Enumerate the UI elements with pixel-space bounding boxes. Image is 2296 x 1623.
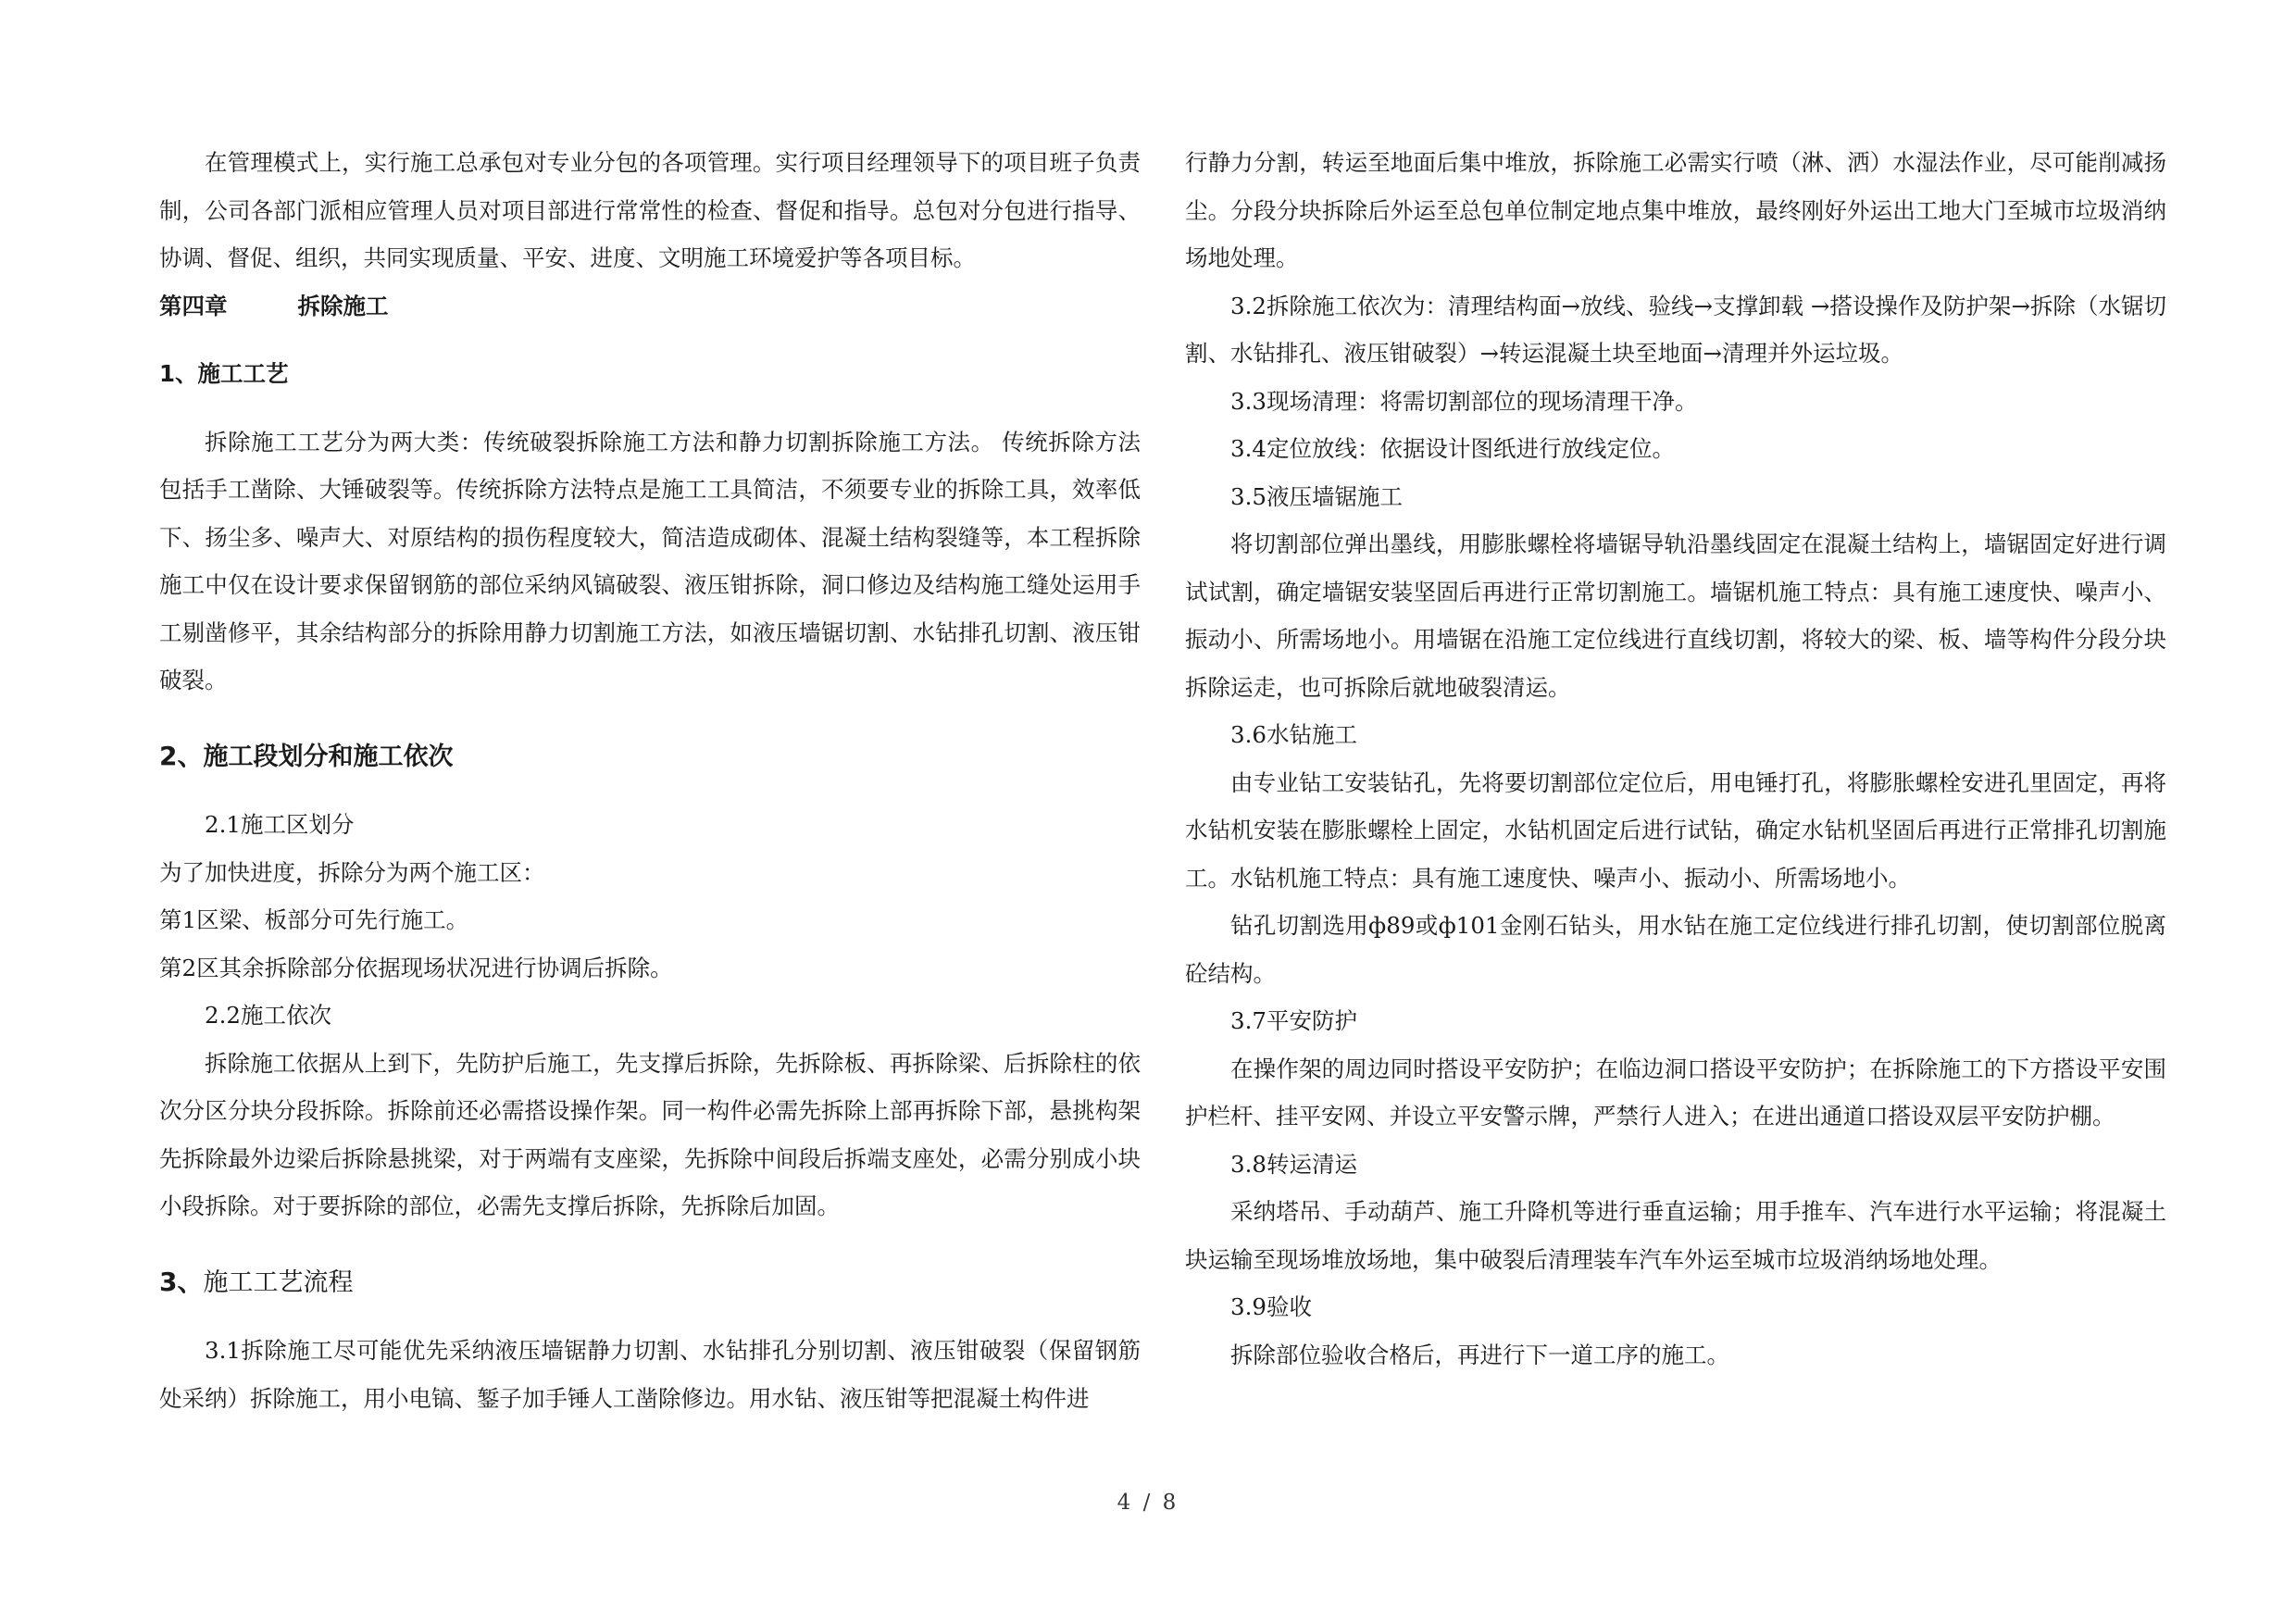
section-3-5-heading: 3.5液压墙锯施工: [1230, 482, 1403, 510]
section-2-1-line-1: 为了加快进度，拆除分为两个施工区：: [159, 858, 545, 886]
section-3-7-heading: 3.7平安防护: [1230, 1007, 1357, 1034]
section-3-5-text: 将切割部位弹出墨线，用膨胀螺栓将墙锯导轨沿墨线固定在混凝土结构上，墙锯固定好进行调试试割，确定墙锯安装坚固后再进行正常切割施工。墙锯机施工特点：具有施工速度快、噪声小、振动小、所需场地小。用墙锯在沿施工定位线进行直线切割，将较大的梁、板、墙等构件分段分块拆除运走，也可拆除后就地破裂清运。: [1185, 531, 2166, 701]
section-2-number: 2、: [159, 740, 204, 771]
section-3-1-continued: 行静力分割，转运至地面后集中堆放，拆除施工必需实行喷（淋、洒）水湿法作业，尽可能削减扬尘。分段分块拆除后外运至总包单位制定地点集中堆放，最终刚好外运出工地大门至城市垃圾消纳场地处理。: [1185, 149, 2166, 271]
section-2-2-heading: 2.2施工依次: [205, 1002, 331, 1029]
section-3-8-heading: 3.8转运清运: [1230, 1150, 1357, 1178]
right-column: [1185, 139, 2166, 1379]
section-3-7-text: 在操作架的周边同时搭设平安防护；在临边洞口搭设平安防护；在拆除施工的下方搭设平安围护栏杆、挂平安网、并设立平安警示牌，严禁行人进入；在进出通道口搭设双层平安防护棚。: [1185, 1055, 2166, 1130]
section-2-heading: [159, 732, 1141, 781]
paragraph-management: 在管理模式上，实行施工总承包对专业分包的各项管理。实行项目经理领导下的项目班子负责制，公司各部门派相应管理人员对项目部进行常常性的检查、督促和指导。总包对分包进行指导、协调、督促、组织，共同实现质量、平安、进度、文明施工环境爱护等各项目标。: [159, 149, 1141, 271]
section-3-6-text-2: 钻孔切割选用ф89或ф101金刚石钻头，用水钻在施工定位线进行排孔切割，使切割部位脱离砼结构。: [1185, 912, 2166, 987]
section-3-6-text-1: 由专业钻工安装钻孔，先将要切割部位定位后，用电锤打孔，将膨胀螺栓安进孔里固定，再将水钻机安装在膨胀螺栓上固定，水钻机固定后进行试钻，确定水钻机坚固后再进行正常排孔切割施工。水钻机施工特点：具有施工速度快、噪声小、振动小、所需场地小。: [1185, 768, 2166, 892]
section-2-1-line-2: 第1区梁、板部分可先行施工。: [159, 906, 469, 933]
page-number: 4 / 8: [1117, 1491, 1179, 1515]
section-3-2-text: 3.2拆除施工依次为：清理结构面→放线、验线→支撑卸载 →搭设操作及防护架→拆除（水锯切割、水钻排孔、液压钳破裂）→转运混凝土块至地面→清理并外运垃圾。: [1185, 292, 2166, 367]
section-3-4-text: 3.4定位放线：依据设计图纸进行放线定位。: [1230, 435, 1675, 462]
section-2-title: 施工段划分和施工依次: [203, 742, 454, 771]
section-2-2-text: 拆除施工依据从上到下，先防护后施工，先支撑后拆除，先拆除板、再拆除梁、后拆除柱的依次分区分块分段拆除。拆除前还必需搭设操作架。同一构件必需先拆除上部再拆除下部，悬挑构架先拆除最外边梁后拆除悬挑梁，对于两端有支座梁，先拆除中间段后拆端支座处，必需分别成小块小段拆除。对于要拆除的部位，必需先支撑后拆除，先拆除后加固。: [159, 1049, 1141, 1219]
section-3-heading: [159, 1258, 1141, 1307]
chapter-number: 第四章: [159, 292, 228, 319]
section-3-8-text: 采纳塔吊、手动葫芦、施工升降机等进行垂直运输；用手推车、汽车进行水平运输；将混凝土块运输至现场堆放场地，集中破裂后清理装车汽车外运至城市垃圾消纳场地处理。: [1185, 1198, 2166, 1273]
section-1-text: 拆除施工工艺分为两大类：传统破裂拆除施工方法和静力切割拆除施工方法。 传统拆除方法包括手工凿除、大锤破裂等。传统拆除方法特点是施工工具简洁，不须要专业的拆除工具，效率低下、扬尘多、噪声大、对原结构的损伤程度较大，简洁造成砌体、混凝土结构裂缝等，本工程拆除施工中仅在设计要求保留钢筋的部位采纳风镐破裂、液压钳拆除，洞口修边及结构施工缝处运用手工剔凿修平，其余结构部分的拆除用静力切割施工方法，如液压墙锯切割、水钻排孔切割、液压钳破裂。: [159, 428, 1141, 693]
left-column: [159, 139, 1141, 1422]
section-3-3-text: 3.3现场清理：将需切割部位的现场清理干净。: [1230, 387, 1698, 415]
section-3-9-heading: 3.9验收: [1230, 1293, 1312, 1320]
section-3-title: 施工工艺流程: [203, 1267, 354, 1297]
section-2-1-line-3: 第2区其余拆除部分依据现场状况进行协调后拆除。: [159, 954, 673, 981]
section-2-1-heading: 2.1施工区划分: [205, 811, 355, 838]
section-3-6-heading: 3.6水钻施工: [1230, 721, 1357, 748]
section-3-1-text: 3.1拆除施工尽可能优先采纳液压墙锯静力切割、水钻排孔分别切割、液压钳破裂（保留钢筋处采纳）拆除施工，用小电镐、錾子加手锤人工凿除修边。用水钻、液压钳等把混凝土构件进: [159, 1337, 1141, 1412]
section-1-heading: 1、施工工艺: [159, 360, 289, 387]
section-3-number: 3、: [159, 1266, 204, 1297]
chapter-title: 拆除施工: [297, 292, 389, 319]
section-3-9-text: 拆除部位验收合格后，再进行下一道工序的施工。: [1230, 1341, 1729, 1368]
chapter-heading: [159, 282, 1141, 331]
